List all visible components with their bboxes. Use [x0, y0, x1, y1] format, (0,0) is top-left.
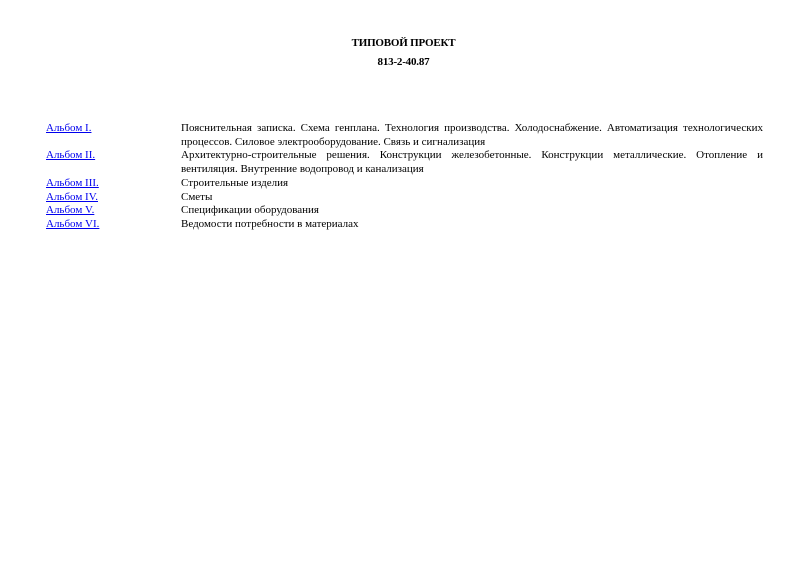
album-row-6	[46, 218, 763, 232]
album-row-5	[46, 204, 763, 218]
album-row-1	[46, 122, 763, 149]
album-row-3	[46, 177, 763, 191]
album-description-1: Пояснительная записка. Схема генплана. Технология производства. Холодоснабжение. Автоматизация технологических процессов. Силовое электрооборудование. Связь и сигнализация	[181, 122, 763, 148]
album-row-4	[46, 191, 763, 205]
album-link-3[interactable]: Альбом III.	[46, 176, 99, 189]
album-row-2	[46, 149, 763, 176]
album-description-4: Сметы	[181, 190, 213, 203]
album-link-2[interactable]: Альбом II.	[46, 149, 96, 162]
album-description-6: Ведомости потребности в материалах	[181, 217, 359, 230]
document-title: ТИПОВОЙ ПРОЕКТ	[351, 37, 456, 49]
album-description-5: Спецификации оборудования	[181, 204, 319, 217]
album-description-3: Строительные изделия	[181, 176, 289, 189]
album-link-1[interactable]: Альбом I.	[46, 122, 92, 134]
album-description-2: Архитектурно-строительные решения. Конструкции железобетонные. Конструкции металлические. Отопление и вентиляция. Внутренние водопровод и канализация	[181, 149, 763, 176]
album-list	[46, 122, 763, 232]
document-code: 813-2-40.87	[377, 56, 430, 68]
album-link-5[interactable]: Альбом V.	[46, 204, 95, 217]
album-link-6[interactable]: Альбом VI.	[46, 217, 100, 230]
album-link-4[interactable]: Альбом IV.	[46, 190, 98, 203]
